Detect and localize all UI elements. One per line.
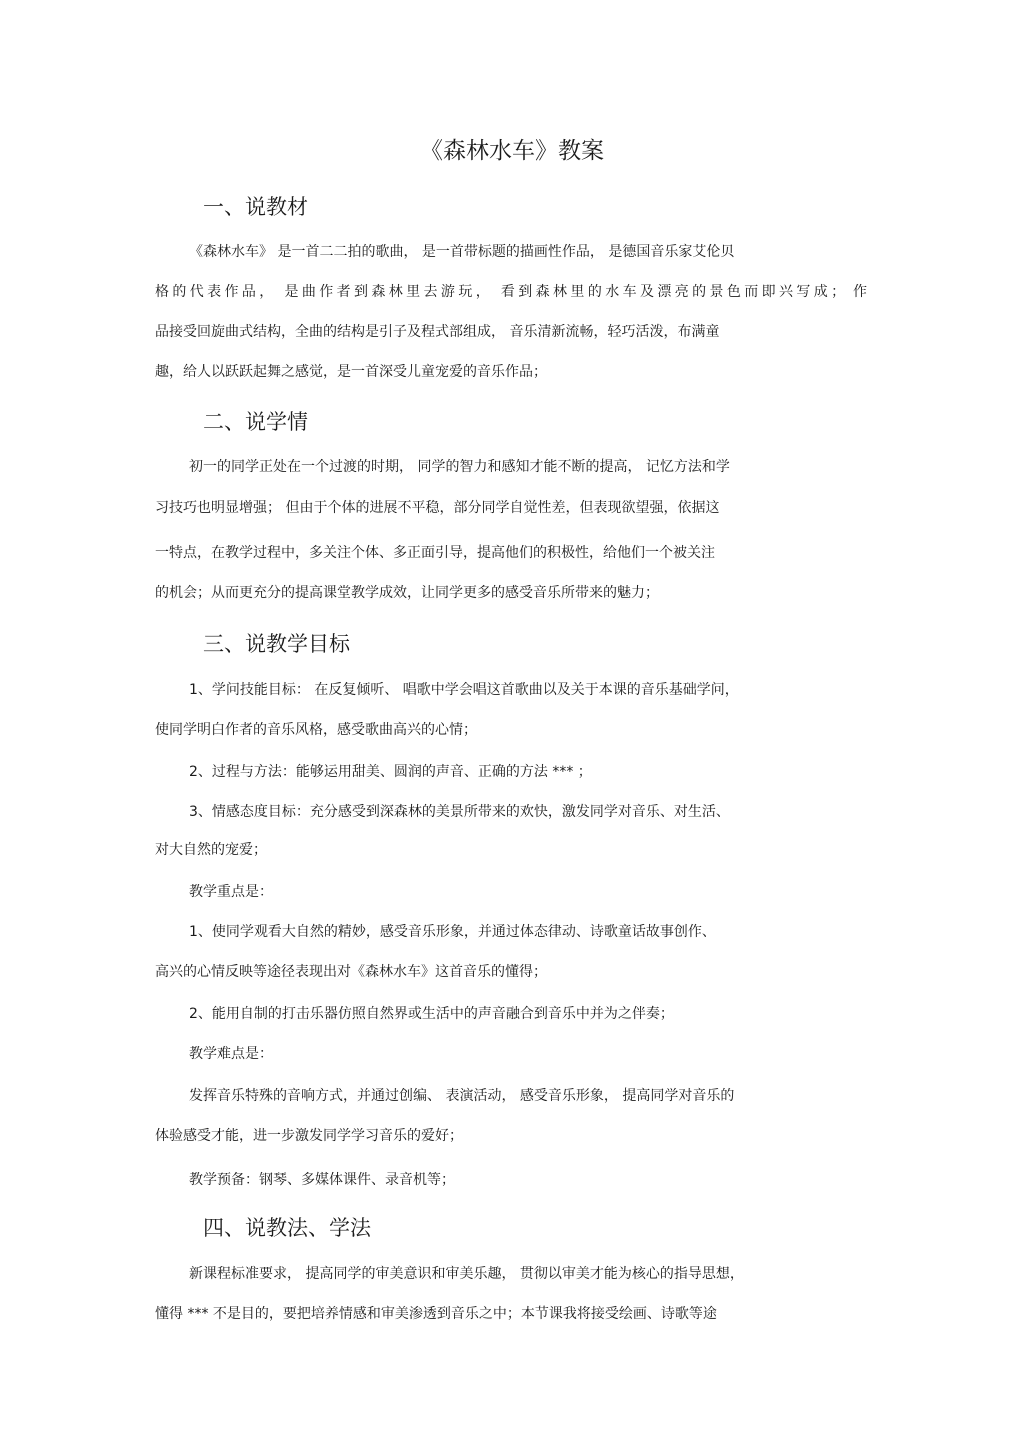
paragraph-line: 的机会；从而更充分的提高课堂教学成效，让同学更多的感受音乐所带来的魅力； [155,585,659,601]
paragraph-line: 教学难点是： [189,1046,273,1062]
section-heading-objectives: 三、说教学目标 [203,632,350,656]
paragraph-line: 体验感受才能，进一步激发同学学习音乐的爱好； [155,1128,463,1144]
paragraph-line: 格的代表作品， 是曲作者到森林里去游玩， 看到森林里的水车及漂亮的景色而即兴写成； 作 [155,284,867,300]
paragraph-line: 对大自然的宠爱； [155,842,267,858]
paragraph-line: 2、过程与方法：能够运用甜美、圆润的声音、正确的方法 *** ； [189,764,592,780]
paragraph-line: 1、使同学观看大自然的精妙，感受音乐形象，并通过体态律动、诗歌童话故事创作、 [189,924,716,940]
paragraph-line: 发挥音乐特殊的音响方式，并通过创编、 表演活动， 感受音乐形象， 提高同学对音乐的 [189,1088,735,1104]
paragraph-line: 使同学明白作者的音乐风格，感受歌曲高兴的心情； [155,722,477,738]
paragraph-line: 教学重点是： [189,884,273,900]
paragraph-line: 品接受回旋曲式结构，全曲的结构是引子及程式部组成， 音乐清新流畅，轻巧活泼，布满童 [155,324,720,340]
paragraph-line: 习技巧也明显增强； 但由于个体的进展不平稳，部分同学自觉性差，但表现欲望强，依据这 [155,500,720,516]
paragraph-line: 教学预备：钢琴、多媒体课件、录音机等； [189,1172,455,1188]
section-heading-methods: 四、说教法、学法 [203,1216,371,1240]
paragraph-line: 3、情感态度目标：充分感受到深森林的美景所带来的欢快，激发同学对音乐、对生活、 [189,804,730,820]
paragraph-line: 《森林水车》 是一首二二拍的歌曲， 是一首带标题的描画性作品， 是德国音乐家艾伦贝 [189,244,735,260]
paragraph-line: 趣，给人以跃跃起舞之感觉，是一首深受儿童宠爱的音乐作品； [155,364,547,380]
paragraph-line: 1、学问技能目标： 在反复倾听、 唱歌中学会唱这首歌曲以及关于本课的音乐基础学问， [189,682,739,698]
section-heading-learners: 二、说学情 [203,410,308,434]
section-heading-materials: 一、说教材 [203,195,308,219]
paragraph-line: 懂得 *** 不是目的，要把培养情感和审美渗透到音乐之中；本节课我将接受绘画、诗歌等途 [155,1306,717,1322]
document-title: 《森林水车》教案 [420,138,604,164]
paragraph-line: 一特点，在教学过程中，多关注个体、多正面引导，提高他们的积极性，给他们一个被关注 [155,545,715,561]
paragraph-line: 2、能用自制的打击乐器仿照自然界或生活中的声音融合到音乐中并为之伴奏； [189,1006,674,1022]
paragraph-line: 高兴的心情反映等途径表现出对《森林水车》这首音乐的懂得； [155,964,547,980]
paragraph-line: 新课程标准要求， 提高同学的审美意识和审美乐趣， 贯彻以审美才能为核心的指导思想， [189,1266,744,1282]
paragraph-line: 初一的同学正处在一个过渡的时期， 同学的智力和感知才能不断的提高， 记忆方法和学 [189,459,730,475]
